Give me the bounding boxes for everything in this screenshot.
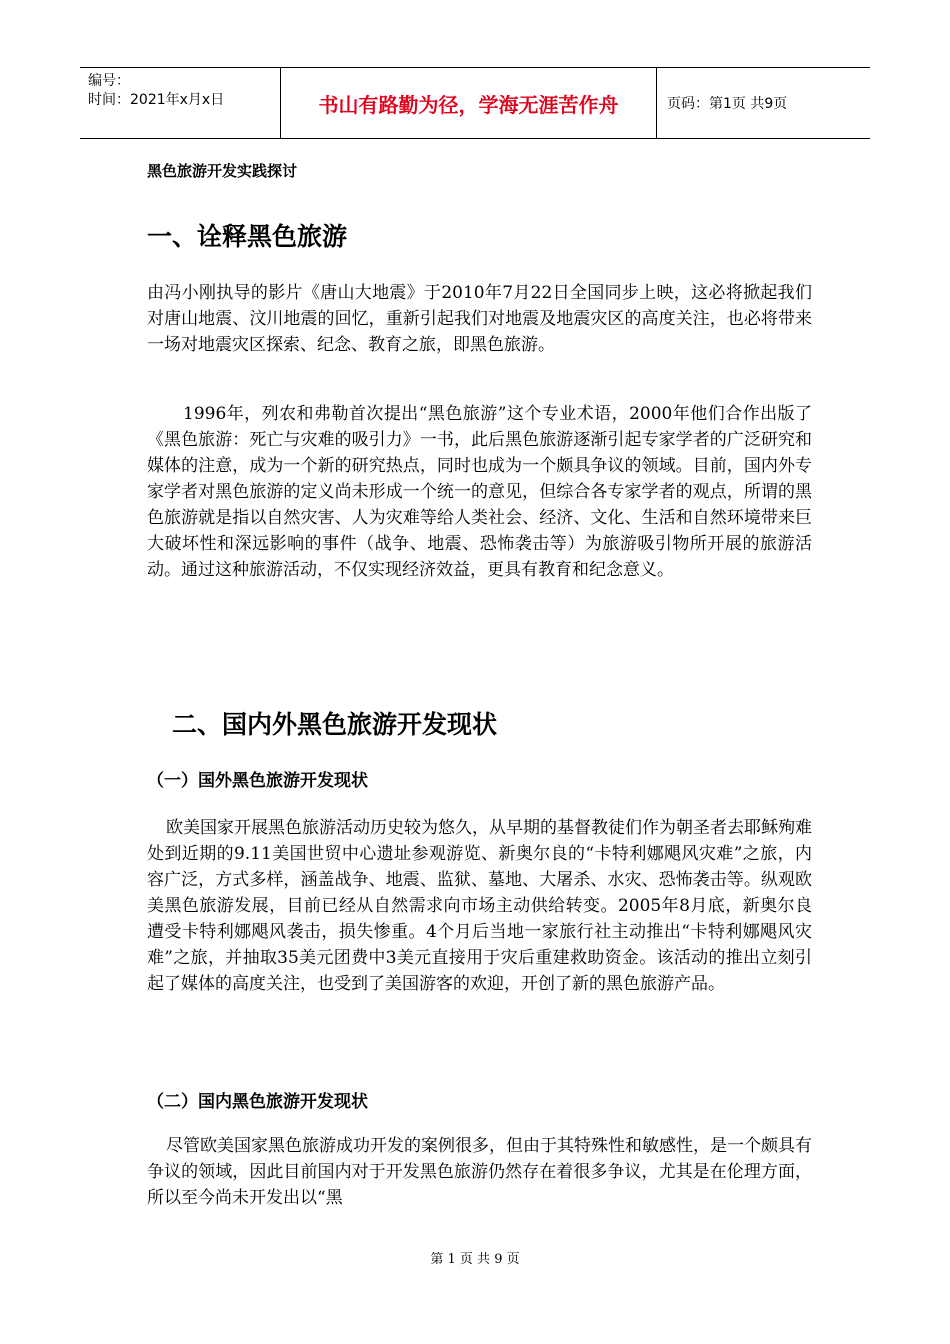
section1-heading: 一、诠释黑色旅游 — [147, 222, 348, 251]
section1-paragraph-2: 1996年，列农和弗勒首次提出“黑色旅游”这个专业术语，2000年他们合作出版了《黑色旅游：死亡与灾难的吸引力》一书，此后黑色旅游逐渐引起专家学者的广泛研究和媒体的注意，成为一个新的研究热点，同时也成为一个颇具争议的领域。目前，国内外专家学者对黑色旅游的定义尚未形成一个统一的意见，但综合各专家学者的观点，所谓的黑色旅游就是指以自然灾害、人为灾难等给人类社会、经济、文化、生活和自然环境带来巨大破坏性和深远影响的事件（战争、地震、恐怖袭击等）为旅游吸引物所开展的旅游活动。通过这种旅游活动，不仅实现经济效益，更具有教育和纪念意义。 — [147, 404, 812, 580]
header-number-label: 编号： — [88, 73, 130, 89]
header-motto: 书山有路勤为径，学海无涯苦作舟 — [281, 68, 657, 138]
header-meta — [80, 68, 281, 138]
subsection2-heading: （二）国内黑色旅游开发现状 — [147, 1092, 368, 1112]
document-header — [80, 67, 870, 139]
subsection1-heading: （一）国外黑色旅游开发现状 — [147, 771, 368, 791]
section1-paragraph-1: 由冯小刚执导的影片《唐山大地震》于2010年7月22日全国同步上映，这必将掀起我们对唐山地震、汶川地震的回忆，重新引起我们对地震及地震灾区的高度关注，也必将带来一场对地震灾区探索、纪念、教育之旅，即黑色旅游。 — [147, 283, 812, 355]
header-page-info: 页码：第1页 共9页 — [667, 96, 788, 112]
section2-heading: 二、国内外黑色旅游开发现状 — [172, 710, 498, 739]
page-footer: 第 1 页 共 9 页 — [430, 1252, 520, 1267]
subsection1-paragraph: 欧美国家开展黑色旅游活动历史较为悠久，从早期的基督教徒们作为朝圣者去耶稣殉难处到近期的9.11美国世贸中心遗址参观游览、新奥尔良的“卡特利娜飓风灾难”之旅，内容广泛，方式多样，涵盖战争、地震、监狱、墓地、大屠杀、水灾、恐怖袭击等。纵观欧美黑色旅游发展，目前已经从自然需求向市场主动供给转变。2005年8月底，新奥尔良遭受卡特利娜飓风袭击，损失惨重。4个月后当地一家旅行社主动推出“卡特利娜飓风灾难”之旅，并抽取35美元团费中3美元直接用于灾后重建救助资金。该活动的推出立刻引起了媒体的高度关注，也受到了美国游客的欢迎，开创了新的黑色旅游产品。 — [147, 818, 812, 994]
subsection2-paragraph: 尽管欧美国家黑色旅游成功开发的案例很多，但由于其特殊性和敏感性，是一个颇具有争议的领域，因此目前国内对于开发黑色旅游仍然存在着很多争议，尤其是在伦理方面，所以至今尚未开发出以“黑 — [147, 1136, 812, 1208]
header-date: 时间：2021年x月x日 — [88, 92, 225, 108]
document-title: 黑色旅游开发实践探讨 — [147, 162, 298, 180]
